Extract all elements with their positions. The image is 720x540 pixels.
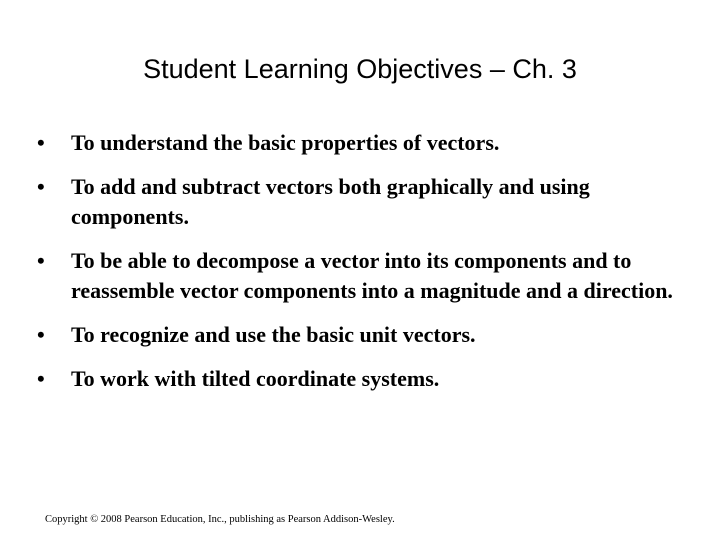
list-item xyxy=(32,172,692,232)
list-item xyxy=(32,246,692,306)
list-item-text: To work with tilted coordinate systems. xyxy=(71,366,440,391)
copyright-footer: Copyright © 2008 Pearson Education, Inc., publishing as Pearson Addison-Wesley. xyxy=(45,514,395,525)
bullet-icon: • xyxy=(37,248,45,273)
bullet-icon: • xyxy=(37,366,45,391)
list-item xyxy=(32,128,692,158)
list-item-text: To be able to decompose a vector into its components and to reassemble vector components into a magnitude and a direction. xyxy=(71,248,673,303)
slide-title: Student Learning Objectives – Ch. 3 xyxy=(143,54,577,84)
bullet-icon: • xyxy=(37,130,45,155)
objectives-list xyxy=(32,128,692,408)
list-item xyxy=(32,320,692,350)
list-item-text: To understand the basic properties of vectors. xyxy=(71,130,500,155)
list-item-text: To add and subtract vectors both graphically and using components. xyxy=(71,174,590,229)
bullet-icon: • xyxy=(37,174,45,199)
bullet-icon: • xyxy=(37,322,45,347)
list-item xyxy=(32,364,692,394)
list-item-text: To recognize and use the basic unit vectors. xyxy=(71,322,476,347)
